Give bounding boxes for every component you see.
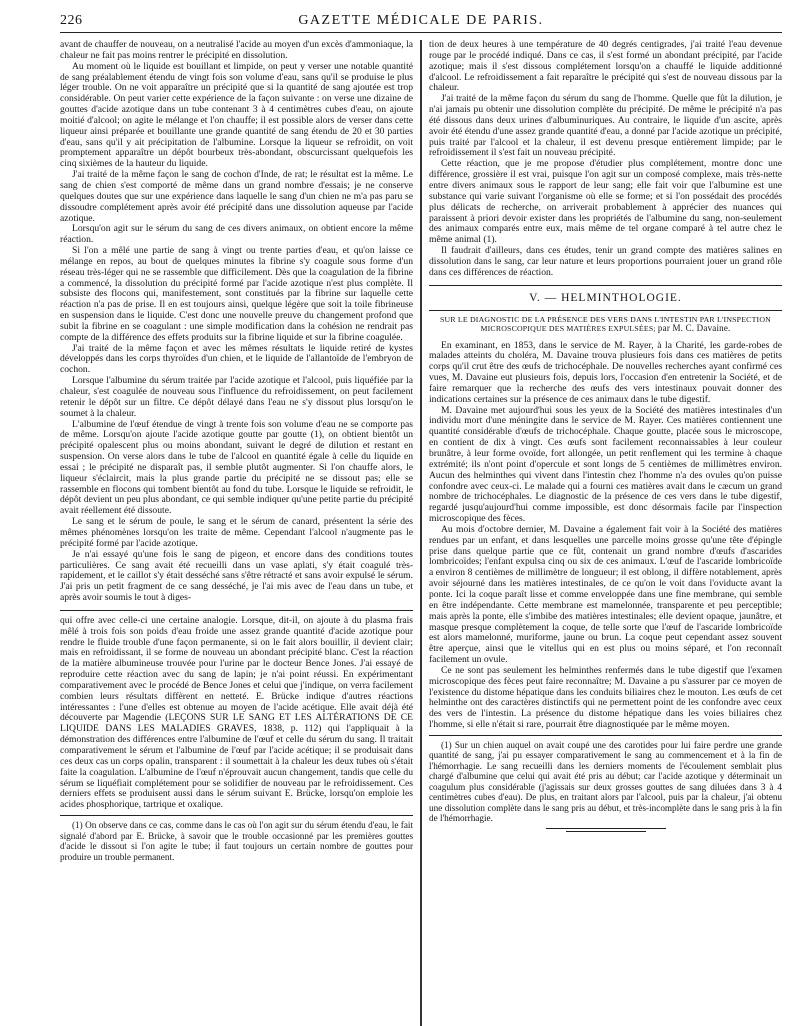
article-title-text: SUR LE DIAGNOSTIC DE LA PRÉSENCE DES VERS DANS L'INTESTIN PAR L'INSPECTION MICROSCOPIQUE DES MATIÈRES EXPULSÉES; [439, 314, 772, 334]
end-rule [566, 831, 646, 832]
footnote-text: (1) On observe dans ce cas, comme dans le cas où l'on agit sur du sérum étendu d'eau, le fait signalé d'abord par E. Brücke, à savoir que le trouble occasionné par les premières gouttes d'acide le dissout si l'on agite le tube; il faut toujours un certain nombre de gouttes pour produire un trouble permanent. [60, 820, 414, 862]
end-rule [546, 828, 666, 829]
footnote [429, 740, 782, 824]
paragraph: En examinant, en 1853, dans le service de M. Rayer, à la Charité, les garde-robes de malades atteints du choléra, M. Davaine trouva plusieurs fois dans ces matières de petits corps qu'il crut être des œufs de trichocéphale. De nouvelles recherches ayant confirmé ces vues, M. Davaine eut plusieurs fois, depuis lors, l'occasion d'en entretenir la Société, et de faire remarquer que la recherche des œufs des vers intestinaux pouvait donner des indications certaines sur la présence de ces animaux dans le tube digestif. [428, 339, 783, 405]
paragraph: J'ai traité de la même façon et avec les mêmes résultats le liquide retiré de kystes développés dans les corps thyroïdes d'un chien, et le liquide de l'allantoïde de l'embryon de cochon. [60, 342, 414, 376]
paragraph: Je n'ai essayé qu'une fois le sang de pigeon, et encore dans des conditions toutes particulières. Ce sang avait été recueilli dans un vase aplati, s'y était coagulé très-rapidement, et le caillot s'y était desséché sans s'être rétracté et sans avoir expulsé le sérum. J'ai pris un petit fragment de ce sang desséché, je l'ai mis avec de l'eau dans un tube, et après avoir soumis le tout à diges- [60, 548, 414, 604]
column-rule [420, 40, 422, 1026]
paragraph: qui offre avec celle-ci une certaine analogie. Lorsque, dit-il, on ajoute à du plasma frais mêlé à trois fois son poids d'eau froide une assez grande quantité d'acide azotique pour rendre le fluide trouble d'une façon permanente, si on le fait alors bouillir, il devient clair; mais en refroidissant, il se forme de nouveau un abondant précipité blanc. C'est la réaction de la matière albumineuse trouvée pour l'urine par le docteur Bence Jones. J'ai essayé de reproduire cette réaction avec du sang de lapin; je n'ai point réussi. En expérimentant comparativement avec le procédé de Bence Jones et celui que j'indique, on verra facilement combien leurs résultats diffèrent en netteté. E. Brücke indique d'autres réactions intéressantes : l'une d'elles est obtenue au moyen de l'acide acétique. Elle avait déjà été découverte par Magendie (LEÇONS SUR LE SANG ET LES ALTÉRATIONS DE CE LIQUIDE DANS LES MALADIES GRAVES, 1838, p. 112) qui l'appliquait à la démonstration des différences entre l'albumine de l'œuf et celle du sérum du sang. Il traitait comparativement le sérum et l'albumine de l'œuf par l'acide acétique; il se produisait dans ces deux cas un corps opalin, transparent : il soumettait à la chaleur les deux tubes où s'était faite la coagulation. L'albumine de l'œuf n'éprouvait aucun changement, tandis que celle du sérum se liquéfiait complétement pour se solidifier de nouveau par le refroidissement. Ces derniers effets se produisent aussi dans le sérum suivant E. Brücke, lorsqu'on emploie les acides phosphorique, tartrique et oxalique. [60, 614, 414, 811]
footnote-divider [60, 815, 413, 816]
left-column [60, 40, 413, 1026]
journal-title: GAZETTE MÉDICALE DE PARIS. [298, 13, 544, 28]
paragraph: Lorsqu'on agit sur le sérum du sang de ces divers animaux, on obtient encore la même réaction. [60, 223, 414, 246]
section-heading: V. — HELMINTHOLOGIE. [529, 291, 682, 304]
paragraph: Le sang et le sérum de poule, le sang et le sérum de canard, présentent la série des mêmes phénomènes lorsqu'on les traite de même. Cependant l'alcool n'augmente pas le précipité formé par l'acide azotique. [60, 516, 414, 549]
paragraph: J'ai traité de la même façon du sérum du sang de l'homme. Quelle que fût la dilution, je n'ai jamais pu obtenir une dissolution complète du précipité. De même le précipité n'a pas été dissous dans deux urines d'albuminuriques. Au contraire, le liquide d'un ascite, après avoir été étendu d'une assez grande quantité d'eau, a donné par l'acide azotique un précipité, puis traité par l'alcool et la chaleur, il est devenu presque entièrement limpide; par le refroidissement il s'est fait un nouveau précipité. [428, 93, 783, 159]
paragraph: Si l'on a mêlé une partie de sang à vingt ou trente parties d'eau, et qu'on laisse ce mélange en repos, au bout de quelques minutes la fibrine s'y coagule sous forme d'un réseau très-léger qui ne se rassemble que difficilement. Dès que la coagulation de la fibrine a commencé, la dissolution du précipité formé par l'acide azotique n'est plus complète. Il subsiste des flocons qui, manifestement, sont constitués par la fibrine sur laquelle cette réaction n'a pas de prise. Il en est toujours ainsi, quelque légère que soit la toile fibrineuse en suspension dans le liquide. C'est donc une nouvelle preuve du changement profond que subit la fibrine en se coagulant : une simple modification dans la cohésion ne rendrait pas compte de la différence des effets produits sur la fibrine liquide et sur la fibrine coagulée. [60, 245, 414, 343]
article-author: par M. C. Davaine. [657, 323, 731, 334]
paragraph: Il faudrait d'ailleurs, dans ces études, tenir un grand compte des matières salines en dissolution dans le sang, car leur nature et leurs proportions pourraient jouer un grand rôle dans ces différences de réaction. [428, 245, 783, 278]
paragraph: Au mois d'octobre dernier, M. Davaine a également fait voir à la Société des matières rendues par un enfant, et dans lesquelles une parcelle moins grosse qu'une tête d'épingle prise dans quelque partie que ce fût, contenait un grand nombre d'œufs d'ascarides lombricoïdes; l'enfant expulsa cinq ou six de ces animaux. L'œuf de l'ascaride lombricoïde a environ 8 centièmes de millimètre de longueur; il est oblong, il diffère notablement, après avoir séjourné dans les matières intestinales, de ce qu'on le voit dans l'oviducte avant la ponte. Ici la coque paraît lisse et comme enveloppée dans une fine membrane, qui semble en être indépendante. Cette membrane est mamelonnée, transparente et peu perceptible; mais après la ponte, elle s'imbibe des matières intestinales; elle devient opaque, jaunâtre, et masque presque complètement la coque, de telle sorte que l'œuf de l'ascaride lombricoïde est alors mamelonné, muriforme, jaune ou brun. La coque peut cependant assez souvent être aperçue, ainsi que le vitellus qui en est plus ou moins séparé, et l'on reconnaît facilement un ovule. [428, 523, 783, 666]
footnote-text: (1) Sur un chien auquel on avait coupé une des carotides pour lui faire perdre une grande quantité de sang, j'ai pu essayer comparativement le sang au commencement et à la fin de l'hémorrhagie. Le sang recueilli dans les derniers moments de l'écoulement semblait plus chargé d'albumine que celui qui avait été pris au début; car l'acide azotique y déterminait un coagulum plus considérable (j'agissais sur deux grosses gouttes de sang diluées dans 3 à 4 centimètres cubes d'eau). De plus, en traitant alors par l'alcool, puis par la chaleur, j'ai obtenu une dissolution complète dans le sang pris au début, et très-incomplète dans le sang pris à la fin de l'hémorrhagie. [428, 739, 783, 824]
footnote [60, 820, 413, 862]
footnote-divider [429, 735, 782, 736]
page-number: 226 [60, 13, 83, 28]
divider [429, 310, 782, 311]
page-header [60, 12, 782, 33]
divider [60, 610, 413, 611]
paragraph: tion de deux heures à une température de 40 degrés centigrades, j'ai traité l'eau devenue rouge par le procédé indiqué. Dans ce cas, il s'est formé un abondant précipité, par l'acide azotique; mais il s'est dissous complétement lorsqu'on a chauffé le liquide additionné d'alcool. Le refroidissement a fait reparaître le précipité qui s'est de nouveau dissous par la chaleur. [428, 40, 783, 94]
paragraph: Lorsque l'albumine du sérum traitée par l'acide azotique et l'alcool, puis liquéfiée par la chaleur, s'est coagulée de nouveau sous l'influence du refroidissement, on peut facilement retenir le dépôt sur un filtre. Ce dépôt délayé dans l'eau ne s'y dissout plus lorsqu'on le soumet à la chaleur. [60, 375, 414, 419]
paragraph: avant de chauffer de nouveau, on a neutralisé l'acide au moyen d'un excès d'ammoniaque, la chaleur ne fait pas moins rentrer le précipité en dissolution. [60, 40, 414, 61]
paragraph: M. Davaine met aujourd'hui sous les yeux de la Société des matières intestinales d'un individu mort d'une méningite dans le service de M. Rayer. Ces matières contiennent une quantité considérable d'œufs de trichocéphale. Chaque goutte, placée sous le microscope, en contient de dix à vingt. Ces œufs sont facilement reconnaissables à leur couleur brunâtre, à leur forme ovoïde, fort allongée, un petit renflement qui les termine à chaque extrémité; ils n'ont point d'opercule et sont longs de 5 centièmes de millimètres environ. Aucun des helminthes qui vivent dans l'intestin chez l'homme n'a des ovules qu'on puisse confondre avec ceux-ci. Le malade qui a fourni ces matières avait dans le cæcum un grand nombre de trichocéphales. Le diagnostic de la présence de ces vers dans le tube digestif, regardé jusqu'aujourd'hui comme impossible, est donc désormais facile par l'inspection microscopique des fèces. [428, 404, 783, 525]
paragraph: Ce ne sont pas seulement les helminthes renfermés dans le tube digestif que l'examen microscopique des fèces peut faire reconnaître; M. Davaine a pu s'assurer par ce moyen de l'existence du distome hépatique dans les conduits biliaires chez le mouton. Les œufs de cet helminthe ont des caractères distinctifs qui ne permettent point de les confondre avec ceux des vers de l'intestin. La présence du distome hépatique dans les voies biliaires chez l'homme, si elle n'était si rare, pourrait être diagnostiquée par le même moyen. [428, 664, 783, 731]
columns [60, 40, 782, 1026]
paragraph: J'ai traité de la même façon le sang de cochon d'Inde, de rat; le résultat est la même. Le sang de chien s'est comporté de même dans un grand nombre d'essais; je ne conserve quelques doutes que sur une expérience dans laquelle le sang d'un chien ne m'a pas paru se dissoudre complétement après avoir été précipité dans une dissolution aqueuse par l'acide azotique. [60, 169, 414, 224]
divider [429, 285, 782, 286]
paragraph: Au moment où le liquide est bouillant et limpide, on peut y verser une notable quantité de sang préalablement étendu de vingt fois son volume d'eau, sans qu'il se produise le plus léger trouble. On ne voit apparaître un précipité que si la quantité de sang ajoutée est trop considérable. On peut varier cette expérience de la façon suivante : on verse une dizaine de gouttes d'acide azotique dans un tube contenant 3 à 4 centimètres cubes d'eau, on ajoute moitié d'alcool; on agite le mélange et l'on chauffe; il est possible alors de verser dans cette liqueur ainsi préparée et bouillante une grande quantité de sang étendu de 20 et 30 parties d'eau, sans qu'il y ait précipitation de l'albumine. Lorsque la liqueur se refroidit, on voit promptement apparaître un dépôt bourbeux très-abondant, obscurcissant quelquefois les cinq sixièmes de la hauteur du liquide. [60, 60, 414, 170]
paragraph: Cette réaction, que je me propose d'étudier plus complétement, montre donc une différence, grossière il est vrai, puisque l'on agit sur un composé complexe, mais très-nette entre divers animaux sous le rapport de leur sang; elle fait voir que l'albumine est une substance qui varie suivant l'organisme où elle se forme; et si l'on possédait des procédés plus délicats de recherche, on arriverait probablement à apprécier des nuances qui paraissent à priori devoir exister dans les propriétés de l'albumine du sang, non-seulement des animaux comparés entre eux, mais même de tel organe comparé à tel autre chez le même animal (1). [428, 158, 783, 246]
article-title [433, 315, 778, 334]
paragraph: L'albumine de l'œuf étendue de vingt à trente fois son volume d'eau ne se comporte pas de même. Lorsqu'on ajoute l'acide azotique goutte par goutte (1), on obtient bientôt un précipité opalescent plus ou moins abondant, suivant le degré de dilution et restant en suspension. On verse alors dans le tube de l'alcool en quantité égale à celle du liquide en essai ; le précipité ne disparaît pas, il semble plutôt augmenter. Si l'on chauffe alors, le liqueur s'éclaircit, mais la plus grande partie du précipité ne se dissout pas; elle se rassemble en flocons qui tombent bientôt au fond du tube. Lorsque le liquide se refroidit, le dépôt devient un peu plus abondant, ce qui semble indiquer qu'une petite partie du précipité avait réellement été dissoute. [60, 418, 414, 517]
right-column [429, 40, 782, 1026]
